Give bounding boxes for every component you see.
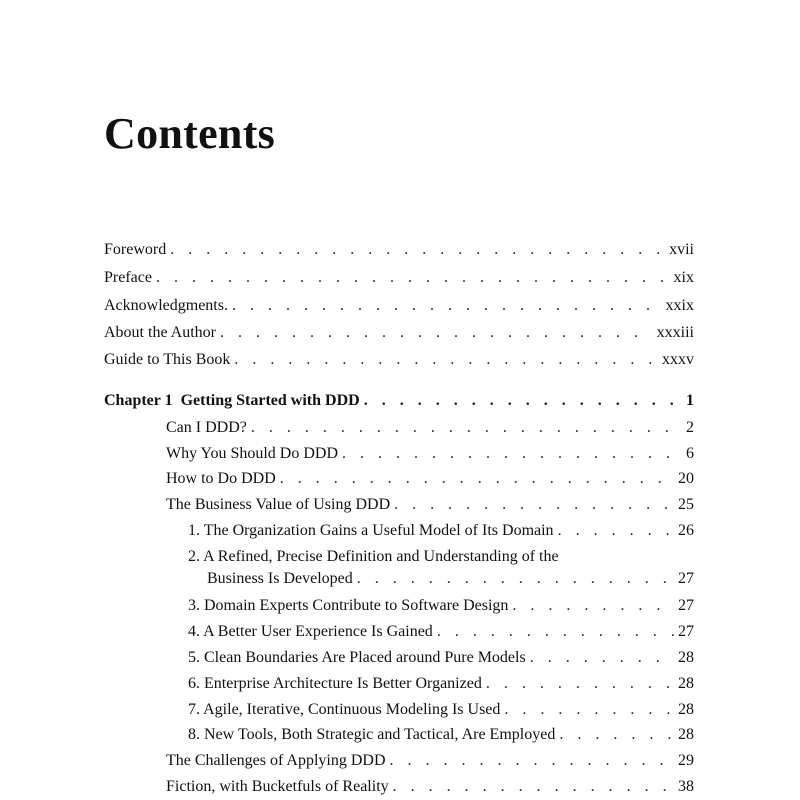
- toc-entry-label: Guide to This Book: [104, 351, 231, 368]
- toc-page-number: 27: [678, 570, 694, 587]
- toc-page-number: 27: [678, 597, 694, 614]
- toc-entry-subsection[interactable]: [188, 622, 694, 642]
- toc-page-number: 29: [678, 752, 694, 769]
- leader-dots: [232, 296, 662, 316]
- toc-entry-about-author[interactable]: [104, 323, 694, 343]
- leader-dots: [486, 674, 674, 694]
- leader-dots: [437, 622, 674, 642]
- toc-page-number: 38: [678, 778, 694, 795]
- leader-dots: [280, 469, 674, 489]
- toc-page-number: xix: [673, 269, 694, 286]
- toc-entry-subsection[interactable]: [207, 569, 694, 589]
- leader-dots: [342, 444, 682, 464]
- leader-dots: [390, 751, 674, 771]
- toc-entry-chapter-1[interactable]: [104, 391, 694, 411]
- toc-entry-subsection[interactable]: [188, 521, 694, 541]
- toc-entry-label: How to Do DDD: [166, 470, 276, 487]
- leader-dots: [504, 700, 674, 720]
- toc-entry-subsection-line1[interactable]: 2. A Refined, Precise Definition and Understanding of the: [188, 548, 559, 565]
- leader-dots: [530, 648, 674, 668]
- toc-page-number: 20: [678, 470, 694, 487]
- toc-entry-preface[interactable]: [104, 268, 694, 288]
- toc-entry-label: Can I DDD?: [166, 419, 247, 436]
- toc-entry-foreword[interactable]: [104, 240, 694, 260]
- toc-entry-label: Why You Should Do DDD: [166, 445, 339, 462]
- toc-entry-label: 3. Domain Experts Contribute to Software Design: [188, 597, 509, 614]
- toc-entry-section[interactable]: [166, 444, 694, 464]
- leader-dots: [558, 521, 674, 541]
- toc-page-number: 28: [678, 675, 694, 692]
- toc-page-number: 25: [678, 496, 694, 513]
- toc-entry-label: Acknowledgments.: [104, 297, 228, 314]
- toc-entry-section[interactable]: [166, 469, 694, 489]
- toc-entry-subsection[interactable]: [188, 700, 694, 720]
- leader-dots: [170, 240, 665, 260]
- toc-page-number: 26: [678, 522, 694, 539]
- leader-dots: [394, 495, 674, 515]
- toc-page-number: 28: [678, 649, 694, 666]
- leader-dots: [512, 596, 674, 616]
- toc-entry-label: 1. The Organization Gains a Useful Model of Its Domain: [188, 522, 554, 539]
- toc-entry-label: 5. Clean Boundaries Are Placed around Pure Models: [188, 649, 526, 666]
- toc-entry-label: 7. Agile, Iterative, Continuous Modeling Is Used: [188, 701, 501, 718]
- leader-dots: [156, 268, 670, 288]
- toc-entry-label: Preface: [104, 269, 152, 286]
- leader-dots: [364, 391, 682, 411]
- toc-entry-acknowledgments[interactable]: [104, 296, 694, 316]
- toc-page-number: xxxiii: [656, 324, 694, 341]
- toc-entry-label: 8. New Tools, Both Strategic and Tactical, Are Employed: [188, 726, 556, 743]
- leader-dots: [234, 350, 658, 370]
- toc-entry-section[interactable]: [166, 777, 694, 797]
- toc-page-number: xvii: [669, 241, 694, 258]
- leader-dots: [559, 725, 674, 745]
- toc-entry-subsection[interactable]: [188, 674, 694, 694]
- toc-entry-label: Fiction, with Bucketfuls of Reality: [166, 778, 389, 795]
- leader-dots: [251, 418, 682, 438]
- toc-entry-label: About the Author: [104, 324, 216, 341]
- toc-page-number: 1: [686, 392, 694, 409]
- toc-page-number: 6: [686, 445, 694, 462]
- toc-page-number: 28: [678, 726, 694, 743]
- toc-entry-subsection[interactable]: [188, 725, 694, 745]
- leader-dots: [393, 777, 674, 797]
- toc-entry-section[interactable]: [166, 751, 694, 771]
- leader-dots: [220, 323, 653, 343]
- leader-dots: [357, 569, 674, 589]
- page-title: Contents: [104, 109, 276, 158]
- toc-entry-guide[interactable]: [104, 350, 694, 370]
- toc-entry-subsection[interactable]: [188, 596, 694, 616]
- toc-chapter-label: Chapter 1 Getting Started with DDD: [104, 392, 360, 409]
- toc-entry-section[interactable]: [166, 495, 694, 515]
- toc-entry-section[interactable]: [166, 418, 694, 438]
- toc-page-number: 28: [678, 701, 694, 718]
- toc-page-number: 2: [686, 419, 694, 436]
- toc-entry-subsection[interactable]: [188, 648, 694, 668]
- toc-entry-label: The Challenges of Applying DDD: [166, 752, 386, 769]
- toc-entry-label: The Business Value of Using DDD: [166, 496, 391, 513]
- toc-entry-label: Business Is Developed: [207, 570, 353, 587]
- toc-page-number: xxix: [665, 297, 694, 314]
- toc-entry-label: Foreword: [104, 241, 167, 258]
- toc-entry-label: 4. A Better User Experience Is Gained: [188, 623, 433, 640]
- toc-entry-label: 6. Enterprise Architecture Is Better Organized: [188, 675, 482, 692]
- toc-page-number: xxxv: [662, 351, 694, 368]
- toc-page-number: 27: [678, 623, 694, 640]
